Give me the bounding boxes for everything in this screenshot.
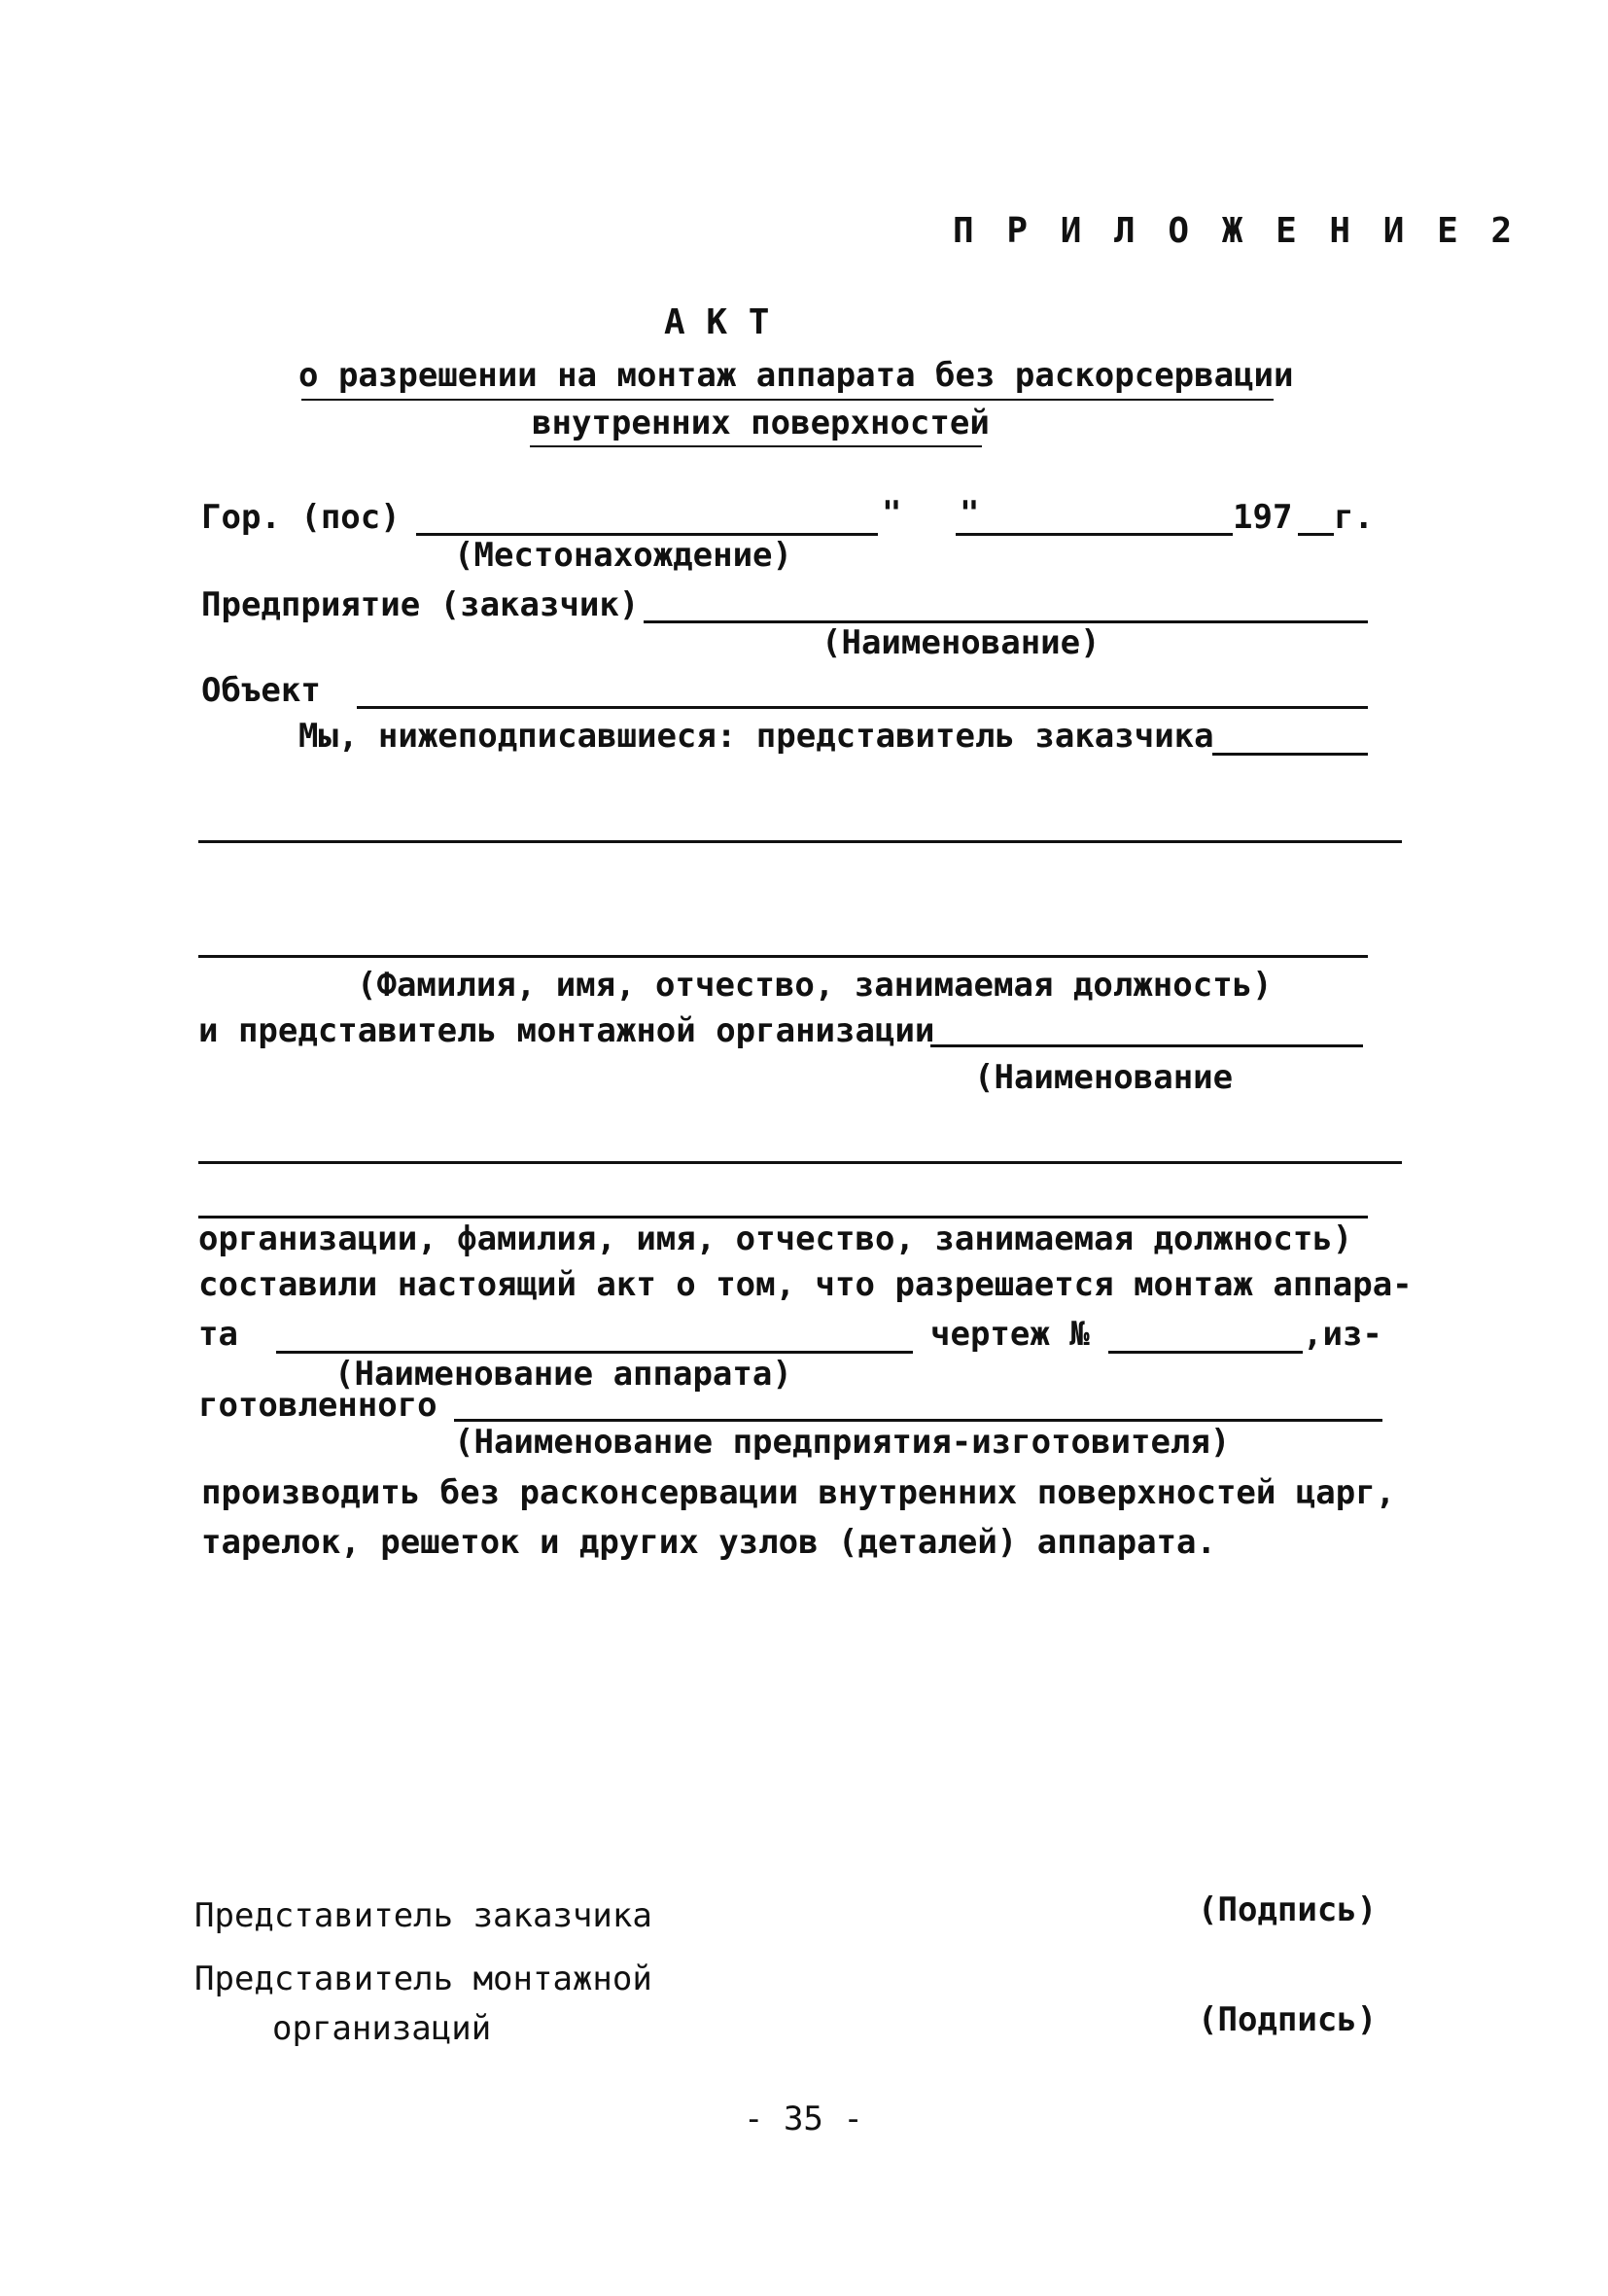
title-line-2: внутренних поверхностей bbox=[532, 404, 990, 442]
customer-rep-field-line-3[interactable] bbox=[198, 955, 1368, 958]
date-field[interactable] bbox=[956, 533, 1233, 536]
apparatus-caption: (Наименование аппарата) bbox=[334, 1355, 792, 1394]
enterprise-label: Предприятие (заказчик) bbox=[201, 585, 640, 624]
location-caption: (Местонахождение) bbox=[454, 536, 792, 575]
year-prefix: 197 bbox=[1233, 498, 1293, 537]
title-underline-1 bbox=[301, 399, 1274, 401]
installer-signature-caption: (Подпись) bbox=[1198, 2000, 1378, 2039]
body-text-2-suffix: ,из- bbox=[1303, 1315, 1382, 1354]
body-text-2-prefix: та bbox=[198, 1315, 238, 1354]
title-underline-2 bbox=[530, 445, 982, 447]
quote-open: " bbox=[882, 494, 902, 533]
installer-text: и представитель монтажной организации bbox=[198, 1011, 935, 1050]
organization-caption: организации, фамилия, имя, отчество, занимаемая должность) bbox=[198, 1219, 1353, 1258]
enterprise-name-caption: (Наименование) bbox=[821, 623, 1101, 662]
year-field[interactable] bbox=[1298, 533, 1334, 536]
object-field[interactable] bbox=[357, 706, 1368, 709]
customer-rep-field[interactable] bbox=[1212, 753, 1368, 756]
customer-signature-caption: (Подпись) bbox=[1198, 1890, 1378, 1929]
installer-field-line-2[interactable] bbox=[198, 1161, 1402, 1164]
body-text-3: производить без расконсервации внутренних поверхностей царг, bbox=[201, 1473, 1396, 1512]
city-label: Гор. (пос) bbox=[201, 498, 401, 537]
act-title: А К Т bbox=[664, 302, 770, 342]
drawing-label: чертеж № bbox=[930, 1315, 1090, 1354]
person-caption: (Фамилия, имя, отчество, занимаемая должность) bbox=[357, 966, 1273, 1005]
apparatus-field[interactable] bbox=[276, 1351, 913, 1354]
title-line-1: о разрешении на монтаж аппарата без раскорсервации bbox=[298, 356, 1294, 395]
manufacturer-caption: (Наименование предприятия-изготовителя) bbox=[454, 1423, 1231, 1462]
manufactured-label: готовленного bbox=[198, 1386, 437, 1425]
appendix-heading: П Р И Л О Ж Е Н И Е 2 bbox=[953, 211, 1519, 251]
installer-field-line-3[interactable] bbox=[198, 1216, 1368, 1219]
year-suffix: г. bbox=[1334, 498, 1374, 537]
installer-rep-signature-label-2: организаций bbox=[272, 2009, 492, 2048]
installer-rep-signature-label: Представитель монтажной bbox=[194, 1960, 652, 1998]
customer-rep-field-line-2[interactable] bbox=[198, 840, 1402, 843]
customer-rep-signature-label: Представитель заказчика bbox=[194, 1896, 652, 1935]
installer-field[interactable] bbox=[930, 1044, 1363, 1047]
drawing-number-field[interactable] bbox=[1108, 1351, 1303, 1354]
manufacturer-field[interactable] bbox=[454, 1419, 1382, 1422]
undersigned-text: Мы, нижеподписавшиеся: представитель заказчика bbox=[298, 717, 1214, 756]
installer-name-caption: (Наименование bbox=[974, 1058, 1234, 1097]
body-text-4: тарелок, решеток и других узлов (деталей) аппарата. bbox=[201, 1523, 1216, 1562]
object-label: Объект bbox=[201, 671, 321, 710]
body-text-1: составили настоящий акт о том, что разрешается монтаж аппара- bbox=[198, 1265, 1413, 1304]
page-number: - 35 - bbox=[744, 2100, 863, 2138]
quote-close: " bbox=[960, 494, 980, 533]
